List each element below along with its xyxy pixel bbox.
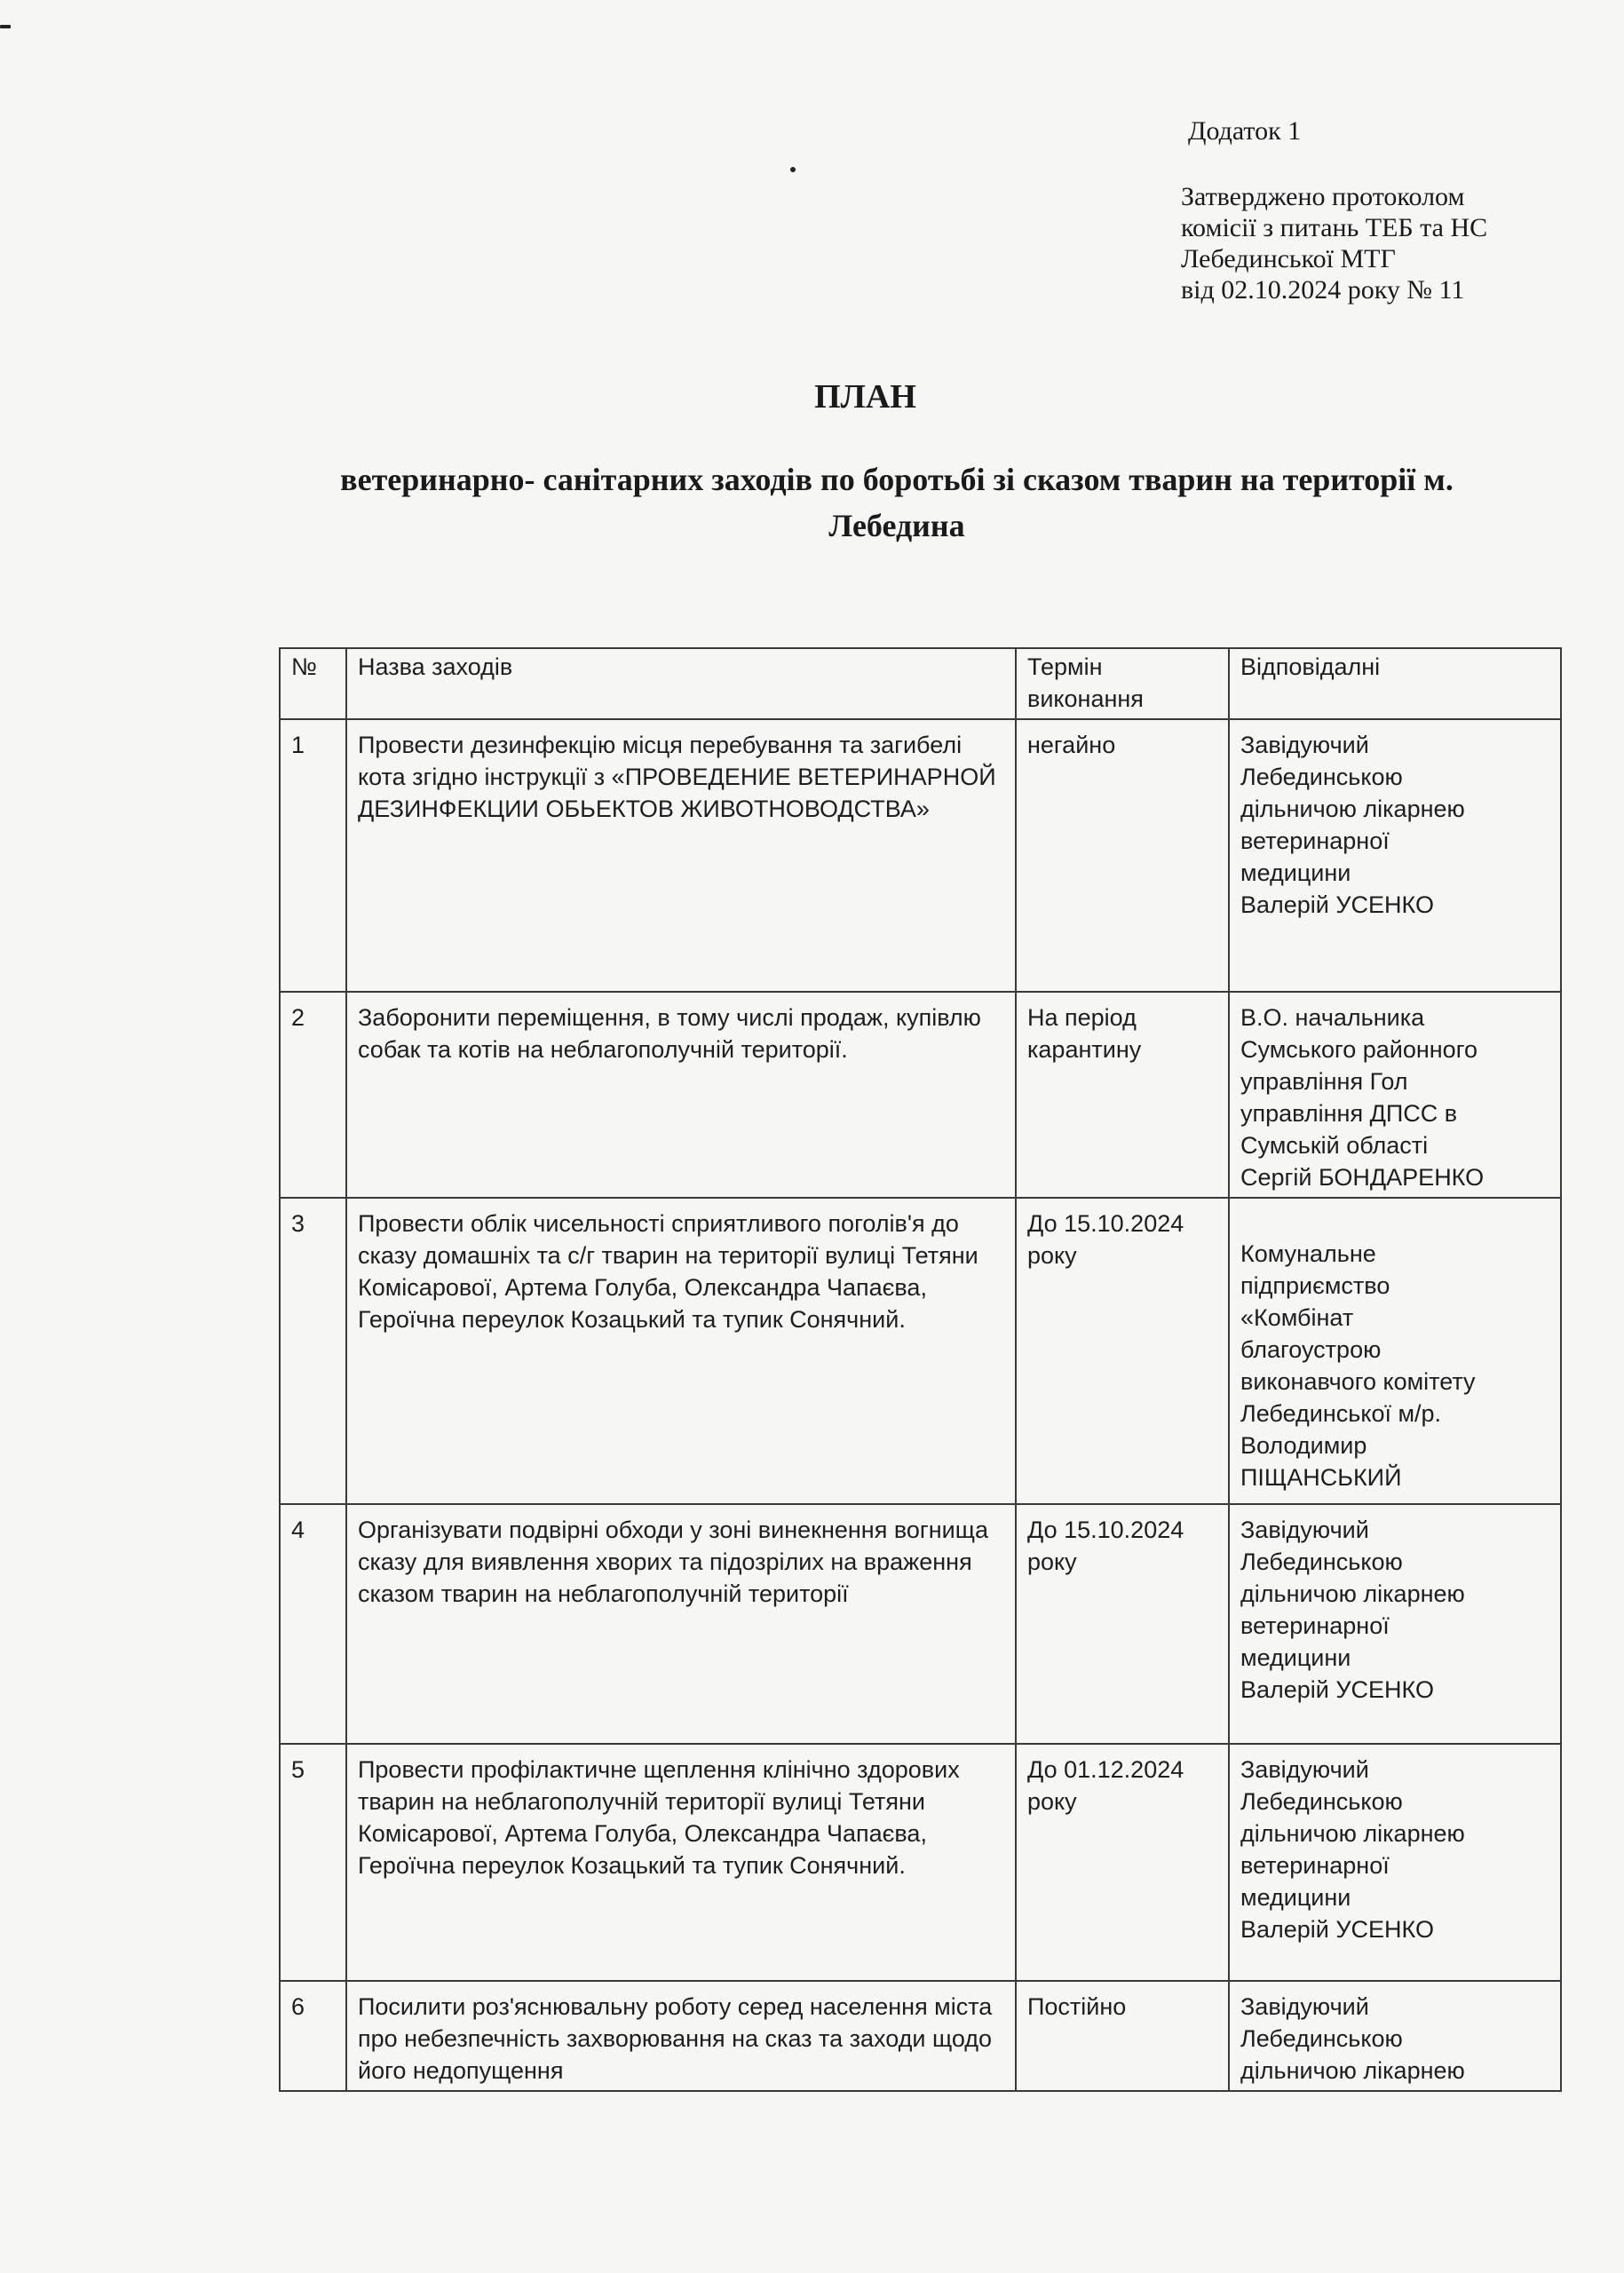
row-term: До 15.10.2024 року <box>1016 1504 1229 1744</box>
responsible-line: Лебединською <box>1240 764 1403 790</box>
row-measure: Посилити роз'яснювальну роботу серед населення міста про небезпечність захворювання на сказ та заходи щодо його недопущення <box>346 1981 1016 2091</box>
table-row <box>280 719 1561 992</box>
row-number: 6 <box>280 1981 346 2091</box>
column-header-number: № <box>280 648 346 719</box>
row-measure: Провести профілактичне щеплення клінічно здорових тварин на неблагополучній території вулиці Тетяни Комісарової, Артема Голуба, Олександра Чапаєва, Героїчна переулок Козацький та тупик Сонячний. <box>346 1744 1016 1981</box>
responsible-line: Лебединською <box>1240 1548 1403 1575</box>
row-responsible <box>1229 1744 1561 1981</box>
responsible-line: Лебединською <box>1240 1788 1403 1815</box>
row-responsible <box>1229 1504 1561 1744</box>
row-number: 4 <box>280 1504 346 1744</box>
row-measure: Заборонити переміщення, в тому числі продаж, купівлю собак та котів на неблагополучній території. <box>346 992 1016 1198</box>
responsible-line: Завідуючий <box>1240 1993 1369 2020</box>
row-measure: Провести облік чисельності сприятливого поголів'я до сказу домашніх та с/г тварин на території вулиці Тетяни Комісарової, Артема Голуба, Олександра Чапаєва, Героїчна переулок Козацький та тупик Сонячний. <box>346 1198 1016 1504</box>
responsible-line: Сумського районного <box>1240 1036 1477 1063</box>
addendum-label: Додаток 1 <box>1188 116 1302 146</box>
table-row <box>280 1744 1561 1981</box>
scan-speck <box>0 25 11 28</box>
responsible-line: ветеринарної <box>1240 1852 1390 1879</box>
responsible-line: Завідуючий <box>1240 1756 1369 1783</box>
approval-line: комісії з питань ТЕБ та НС <box>1181 213 1488 242</box>
approval-line: від 02.10.2024 року № 11 <box>1181 275 1465 305</box>
responsible-line: медицини <box>1240 859 1351 886</box>
responsible-line: В.О. начальника <box>1240 1004 1425 1031</box>
table-row <box>280 1504 1561 1744</box>
row-measure: Провести дезинфекцію місця перебування та загибелі кота згідно інструкції з «ПРОВЕДЕНИЕ ВЕТЕРИНАРНОЙ ДЕЗИНФЕКЦИИ ОБЬЕКТОВ ЖИВОТНОВОДСТВА» <box>346 719 1016 992</box>
responsible-line: благоустрою <box>1240 1336 1382 1363</box>
row-number: 2 <box>280 992 346 1198</box>
row-responsible <box>1229 1198 1561 1504</box>
approval-line: Лебединської МТГ <box>1181 244 1396 273</box>
row-responsible <box>1229 992 1561 1198</box>
responsible-line: Лебединською <box>1240 2025 1403 2052</box>
row-responsible <box>1229 719 1561 992</box>
table-row <box>280 1198 1561 1504</box>
responsible-line: Валерій УСЕНКО <box>1240 891 1434 918</box>
responsible-line: ПІЩАНСЬКИЙ <box>1240 1464 1402 1491</box>
row-term: На період карантину <box>1016 992 1229 1198</box>
responsible-line: дільничою лікарнею <box>1240 796 1465 822</box>
responsible-line: Лебединської м/р. <box>1240 1400 1442 1427</box>
row-term: Постійно <box>1016 1981 1229 2091</box>
responsible-line: Комунальне <box>1240 1240 1376 1267</box>
responsible-line: «Комбінат <box>1240 1304 1354 1331</box>
responsible-line: ветеринарної <box>1240 828 1390 854</box>
responsible-line: дільничою лікарнею <box>1240 2057 1465 2084</box>
responsible-line: Завідуючий <box>1240 1517 1369 1543</box>
column-header-term: Термін виконання <box>1016 648 1229 719</box>
table-row <box>280 992 1561 1198</box>
responsible-line: Завідуючий <box>1240 732 1369 758</box>
responsible-line: ветеринарної <box>1240 1612 1390 1639</box>
row-number: 1 <box>280 719 346 992</box>
column-header-responsible: Відповідалні <box>1229 648 1561 719</box>
document-subtitle: ветеринарно- санітарних заходів по боротьбі зі сказом тварин на території м. Лебедина <box>340 462 1454 543</box>
responsible-line: управління Гол <box>1240 1068 1408 1095</box>
scan-speck <box>790 167 796 172</box>
row-number: 3 <box>280 1198 346 1504</box>
document-title: ПЛАН <box>814 378 916 416</box>
responsible-line: Валерій УСЕНКО <box>1240 1676 1434 1703</box>
responsible-line: дільничою лікарнею <box>1240 1820 1465 1847</box>
table-header-row <box>280 648 1561 719</box>
row-term: негайно <box>1016 719 1229 992</box>
responsible-line: виконавчого комітету <box>1240 1368 1476 1395</box>
plan-table <box>279 647 1562 2092</box>
approval-line: Затверджено протоколом <box>1181 182 1465 211</box>
row-measure: Організувати подвірні обходи у зоні винекнення вогнища сказу для виявлення хворих та підозрілих на враження сказом тварин на неблагополучній території <box>346 1504 1016 1744</box>
approval-block <box>1181 181 1487 305</box>
row-responsible <box>1229 1981 1561 2091</box>
row-term: До 15.10.2024 року <box>1016 1198 1229 1504</box>
responsible-line: Сергій БОНДАРЕНКО <box>1240 1164 1485 1191</box>
responsible-line: управління ДПСС в <box>1240 1100 1458 1127</box>
responsible-line: Валерій УСЕНКО <box>1240 1916 1434 1943</box>
row-number: 5 <box>280 1744 346 1981</box>
responsible-line: Сумській області <box>1240 1132 1429 1159</box>
responsible-line: медицини <box>1240 1644 1351 1671</box>
responsible-line: підприємство <box>1240 1272 1390 1299</box>
column-header-name: Назва заходів <box>346 648 1016 719</box>
responsible-line: Володимир <box>1240 1432 1367 1459</box>
table-row <box>280 1981 1561 2091</box>
row-term: До 01.12.2024 року <box>1016 1744 1229 1981</box>
responsible-line: медицини <box>1240 1884 1351 1911</box>
responsible-line: дільничою лікарнею <box>1240 1580 1465 1607</box>
